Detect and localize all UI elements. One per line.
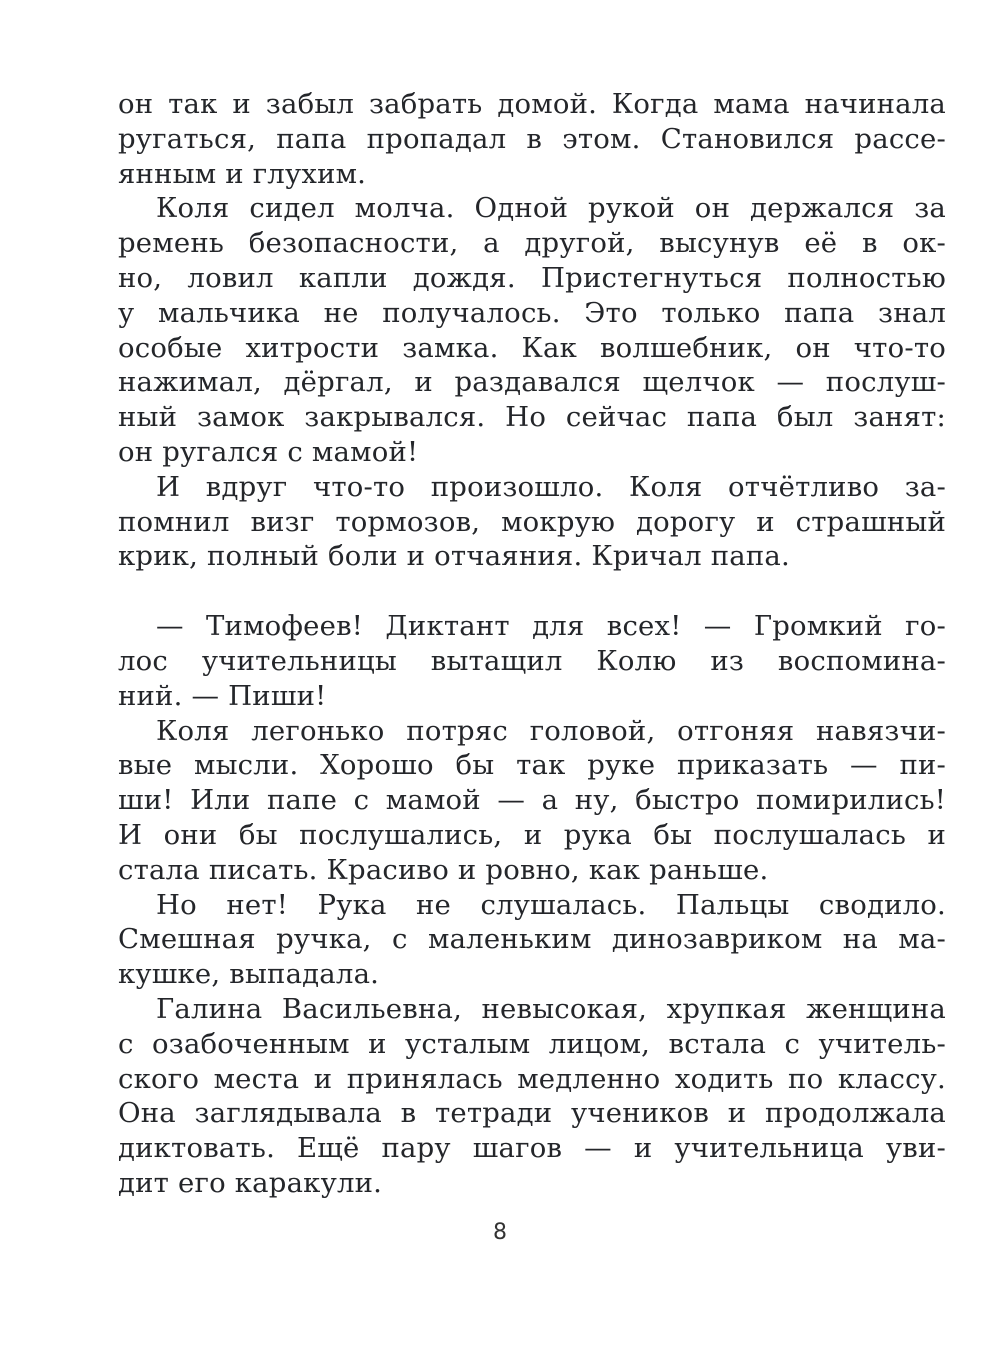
paragraph-first-line: Коля сидел молча. Одной рукой он держался за [156, 192, 946, 225]
text-line: диктовать. Ещё пару шагов — и учительница уви- [118, 1132, 946, 1165]
text-line: кушке, выпадала. [118, 958, 380, 991]
text-line: стала писать. Красиво и ровно, как раньше. [118, 853, 769, 886]
text-line: крик, полный боли и отчаяния. Кричал папа. [118, 540, 790, 573]
text-line: ный замок закрывался. Но сейчас папа был занят: [118, 401, 946, 434]
text-line: И они бы послушались, и рука бы послушалась и [118, 818, 946, 851]
paragraph-first-line: Коля легонько потряс головой, отгоняя навязчи- [156, 714, 946, 747]
text-line: ского места и принялась медленно ходить по классу. [118, 1062, 946, 1095]
text-line: лос учительницы вытащил Колю из воспомина- [118, 644, 946, 677]
scene-break [118, 569, 946, 604]
text-line: но, ловил капли дождя. Пристегнуться полностью [118, 261, 946, 294]
page-number: 8 [493, 1220, 507, 1245]
text-line: он так и забыл забрать домой. Когда мама начинала [118, 88, 946, 120]
body-text [118, 82, 946, 1199]
text-line: ремень безопасности, а другой, высунув её в ок- [118, 227, 946, 260]
text-line: янным и глухим. [118, 157, 367, 190]
text-line: с озабоченным и усталым лицом, встала с учитель- [118, 1027, 946, 1060]
paragraph-first-line: Галина Васильевна, невысокая, хрупкая женщина [156, 992, 946, 1025]
text-line: у мальчика не получалось. Это только папа знал [118, 296, 946, 329]
paragraph-first-line: — Тимофеев! Диктант для всех! — Громкий го- [156, 610, 946, 643]
text-line: ний. — Пиши! [118, 679, 327, 712]
paragraph-first-line: Но нет! Рука не слушалась. Пальцы сводило. [156, 888, 946, 921]
text-line: ши! Или папе с мамой — а ну, быстро помирились! [118, 784, 946, 817]
text-line: ругаться, папа пропадал в этом. Становился рассе- [118, 122, 946, 155]
text-line: помнил визг тормозов, мокрую дорогу и страшный [118, 505, 946, 538]
text-line: Она заглядывала в тетради учеников и продолжала [118, 1097, 946, 1130]
paragraph-first-line: И вдруг что-то произошло. Коля отчётливо за- [156, 470, 946, 503]
text-line: он ругался с мамой! [118, 435, 419, 468]
text-line: особые хитрости замка. Как волшебник, он что-то [118, 331, 946, 364]
text-line: нажимал, дёргал, и раздавался щелчок — послуш- [118, 366, 946, 399]
text-line: дит его каракули. [118, 1166, 383, 1199]
text-line: вые мысли. Хорошо бы так руке приказать — пи- [118, 749, 946, 782]
text-line: Смешная ручка, с маленьким динозавриком на ма- [118, 923, 946, 956]
